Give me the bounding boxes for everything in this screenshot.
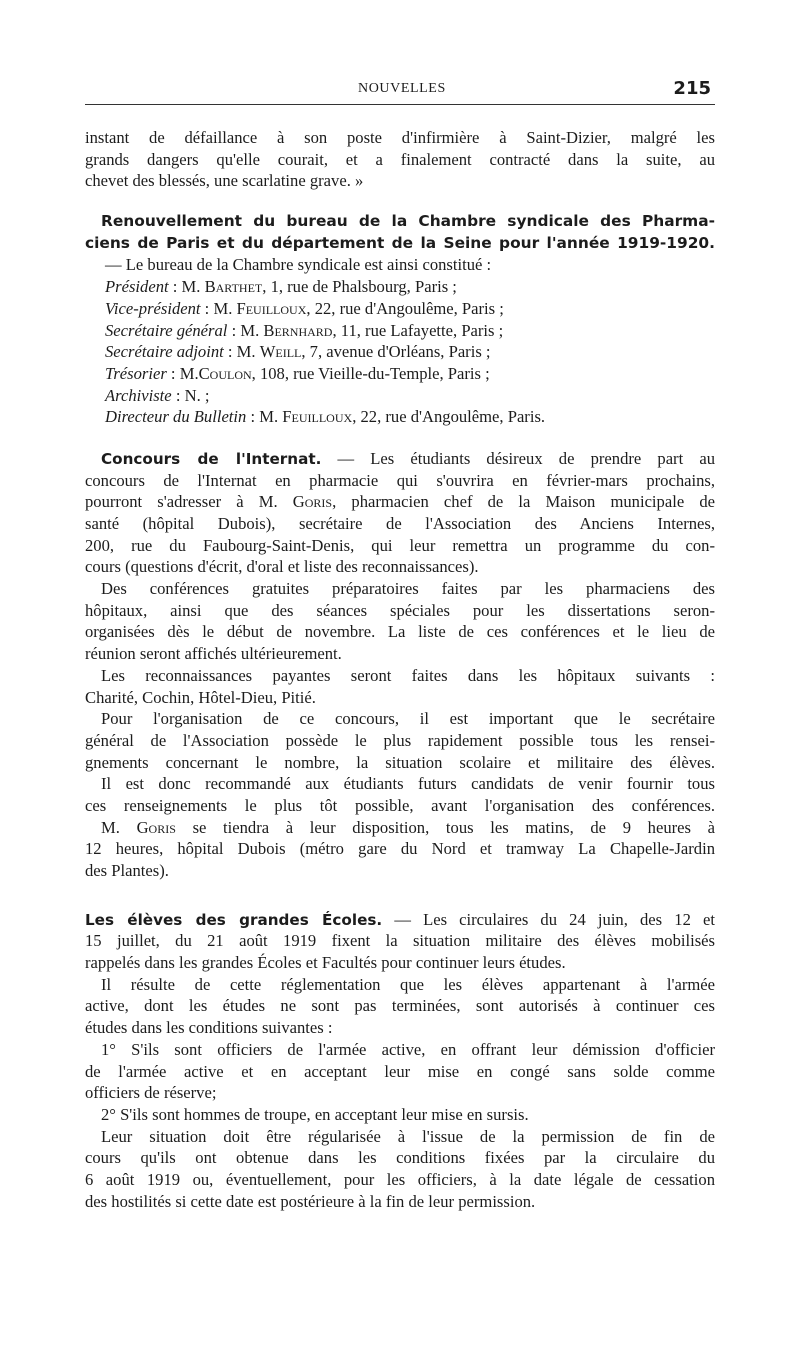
member-line: Secrétaire adjoint : M. Weill, 7, avenue d'Orléans, Paris ; <box>105 342 491 362</box>
member-detail: 7, avenue d'Orléans, Paris ; <box>309 342 491 362</box>
text-line: 12 heures, hôpital Dubois (métro gare du Nord et tramway La Chapelle-Jardin <box>85 839 715 859</box>
running-title: NOUVELLES <box>358 81 446 96</box>
text-line: cours qu'ils ont obtenue dans les conditions fixées par la circulaire du <box>85 1148 715 1168</box>
member-line: Archiviste : N. ; <box>105 385 210 405</box>
text-line: Il résulte de cette réglementation que les élèves appartenant à l'armée <box>101 974 715 994</box>
member-name: Weill <box>259 342 302 362</box>
text-line: organisées dès le début de novembre. La liste de ces conférences et le lieu de <box>85 622 715 642</box>
text-line: pourront s'adresser à M. Goris, pharmacien chef de la Maison municipale de <box>85 492 715 512</box>
text-line: de l'armée active et en acceptant leur mise en congé sans solde comme <box>85 1061 715 1081</box>
member-detail: 22, rue d'Angoulême, Paris ; <box>314 298 504 318</box>
text-line: officiers de réserve; <box>85 1083 217 1103</box>
text-line: Concours de l'Internat. — Les étudiants désireux de prendre part au <box>101 448 715 468</box>
text-line: Leur situation doit être régularisée à l'issue de la permission de fin de <box>101 1126 715 1146</box>
text-line: 2° S'ils sont hommes de troupe, en acceptant leur mise en sursis. <box>101 1104 529 1124</box>
member-name: Barthet <box>204 277 263 297</box>
member-role: Archiviste <box>105 385 172 405</box>
header-rule <box>85 104 715 105</box>
member-detail: 22, rue d'Angoulême, Paris. <box>360 407 546 427</box>
member-name: Feuilloux <box>236 298 307 318</box>
member-detail: N. ; <box>184 385 210 405</box>
section-heading: Les élèves des grandes Écoles. <box>85 910 383 929</box>
page-number: 215 <box>673 78 711 99</box>
member-line: Secrétaire général : M. Bernhard, 11, rue Lafayette, Paris ; <box>105 320 504 340</box>
section-heading: Concours de l'Internat. <box>101 449 322 468</box>
text-line: rappelés dans les grandes Écoles et Facultés pour continuer leurs études. <box>85 953 566 973</box>
section-heading: ciens de Paris et du département de la Seine pour l'année 1919-1920. <box>85 233 715 252</box>
member-role: Directeur du Bulletin <box>105 407 247 427</box>
text-line: 15 juillet, du 21 août 1919 fixent la situation militaire des élèves mobilisés <box>85 931 715 951</box>
chambre-syndicale-section <box>85 211 715 428</box>
text-line: concours de l'Internat en pharmacie qui s'ouvrira en février-mars prochains, <box>85 470 715 490</box>
member-role: Vice-président <box>105 298 201 318</box>
section-heading: Renouvellement du bureau de la Chambre syndicale des Pharma- <box>101 212 715 231</box>
text-line: 1° S'ils sont officiers de l'armée active, en offrant leur démission d'officier <box>101 1039 715 1059</box>
text-line: Charité, Cochin, Hôtel-Dieu, Pitié. <box>85 687 316 707</box>
text-line: des Plantes). <box>85 861 169 880</box>
page-body <box>85 127 715 1212</box>
person-name: Goris <box>136 817 176 837</box>
text-line: Des conférences gratuites préparatoires faites par les pharmaciens des <box>101 579 715 599</box>
text-line: des hostilités si cette date est postérieure à la fin de leur permission. <box>85 1191 536 1211</box>
person-name: Goris <box>292 492 333 512</box>
text-line: Il est donc recommandé aux étudiants futurs candidats de venir fournir tous <box>101 774 715 794</box>
text-line: 6 août 1919 ou, éventuellement, pour les officiers, à la date légale de cessation <box>85 1169 715 1189</box>
text-line: active, dont les études ne sont pas terminées, sont autorisés à continuer ces <box>85 996 715 1016</box>
text-line: cours (questions d'écrit, d'oral et liste des reconnaissances). <box>85 557 479 577</box>
member-line: Vice-président : M. Feuilloux, 22, rue d'Angoulême, Paris ; <box>105 298 504 318</box>
member-role: Secrétaire adjoint <box>105 342 224 362</box>
member-detail: 11, rue Lafayette, Paris ; <box>340 320 504 340</box>
text-line: hôpitaux, ainsi que des séances spéciales pour les dissertations seron- <box>85 600 715 620</box>
member-detail: 1, rue de Phalsbourg, Paris ; <box>270 277 457 297</box>
text-line: Les reconnaissances payantes seront faites dans les hôpitaux suivants : <box>101 665 715 685</box>
member-line: Président : M. Barthet, 1, rue de Phalsbourg, Paris ; <box>105 277 457 297</box>
text-line: santé (hôpital Dubois), secrétaire de l'Association des Anciens Internes, <box>85 514 715 533</box>
page-header <box>85 78 715 100</box>
member-name: Coulon <box>198 363 252 383</box>
text-line: Les élèves des grandes Écoles. — Les circulaires du 24 juin, des 12 et <box>85 909 715 929</box>
text-line: général de l'Association possède le plus rapidement possible tous les rensei- <box>85 730 715 750</box>
grandes-ecoles-section <box>85 909 715 1213</box>
member-line: Directeur du Bulletin : M. Feuilloux, 22, rue d'Angoulême, Paris. <box>105 407 546 427</box>
member-name: Bernhard <box>263 320 333 340</box>
member-line: Trésorier : M.Coulon, 108, rue Vieille-du-Temple, Paris ; <box>105 363 490 383</box>
continuation-paragraph <box>85 127 715 192</box>
text-line: chevet des blessés, une scarlatine grave. » <box>85 171 364 191</box>
member-role: Secrétaire général <box>105 320 228 340</box>
text-line: Pour l'organisation de ce concours, il est important que le secrétaire <box>101 709 715 729</box>
member-detail: 108, rue Vieille-du-Temple, Paris ; <box>259 363 490 383</box>
concours-internat-section <box>85 448 715 882</box>
text-line: réunion seront affichés ultérieurement. <box>85 644 342 664</box>
text-line: ces renseignements le plus tôt possible, avant l'organisation des conférences. <box>85 795 715 815</box>
text-line: études dans les conditions suivantes : <box>85 1018 333 1038</box>
text-line: grands dangers qu'elle courait, et a finalement contracté dans la suite, au <box>85 149 715 169</box>
member-role: Président <box>105 277 169 297</box>
member-role: Trésorier <box>105 363 167 383</box>
text-line: M. Goris se tiendra à leur disposition, tous les matins, de 9 heures à <box>101 817 715 837</box>
member-name: Feuilloux <box>282 407 353 427</box>
text-line: 200, rue du Faubourg-Saint-Denis, qui leur remettra un programme du con- <box>85 535 715 555</box>
text-line: gnements concernant le nombre, la situation scolaire et militaire des élèves. <box>85 752 715 772</box>
section-intro: — Le bureau de la Chambre syndicale est ainsi constitué : <box>105 255 492 275</box>
text-line: instant de défaillance à son poste d'infirmière à Saint-Dizier, malgré les <box>85 128 715 147</box>
